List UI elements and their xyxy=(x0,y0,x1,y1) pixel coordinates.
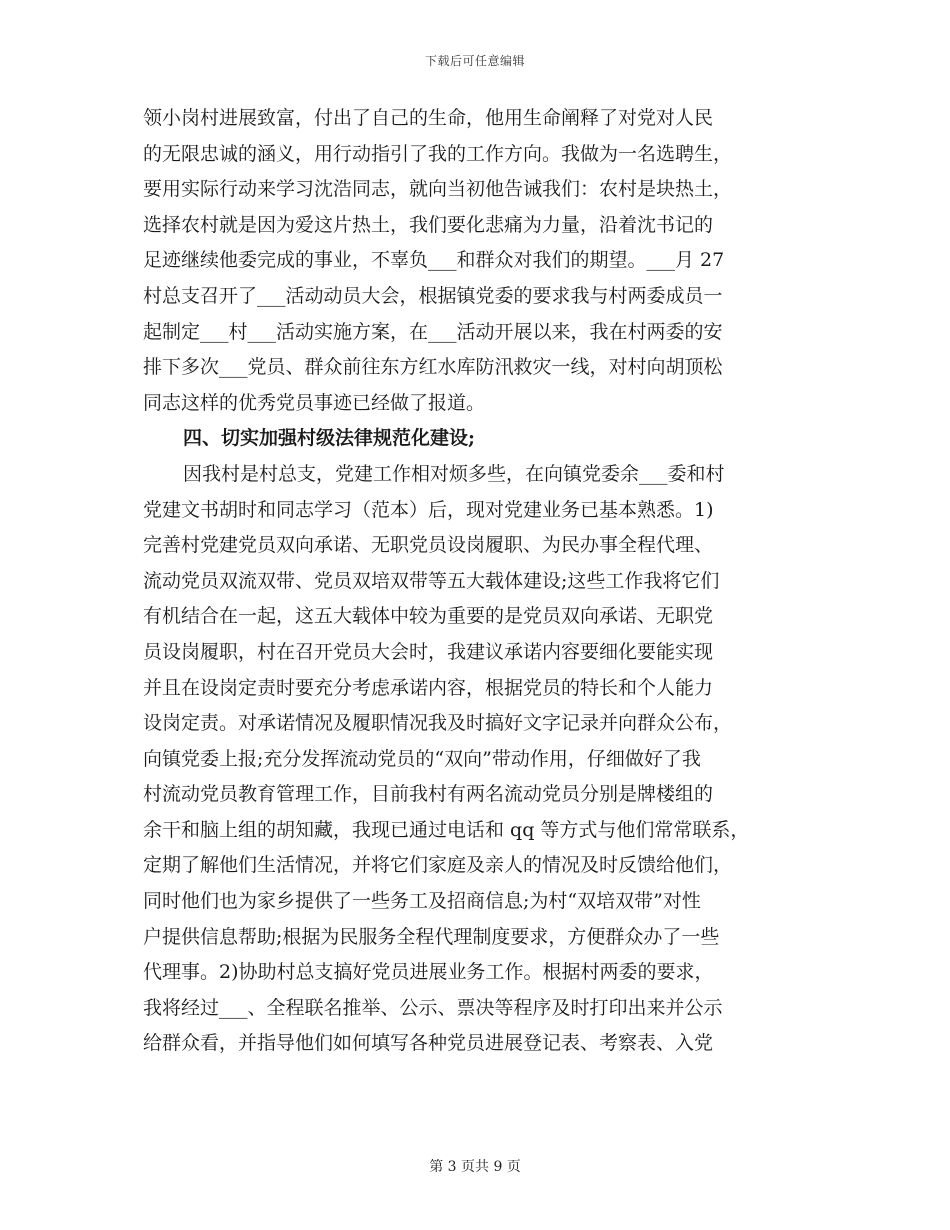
text-line: 足迹继续他委完成的事业，不辜负___和群众对我们的期望。___月 27 xyxy=(143,249,725,272)
text-line: 同志这样的优秀党员事迹已经做了报道。 xyxy=(143,391,486,414)
text-line: 给群众看，并指导他们如何填写各种党员进展登记表、考察表、入党 xyxy=(143,1032,714,1055)
section-heading: 四、切实加强村级法律规范化建设; xyxy=(183,427,476,450)
text-line: 起制定___村___活动实施方案，在___活动开展以来，我在村两委的安 xyxy=(143,320,723,343)
text-line: 员设岗履职，村在召开党员大会时，我建议承诺内容要细化要能实现 xyxy=(143,640,714,663)
text-line: 的无限忠诚的涵义，用行动指引了我的工作方向。我做为一名选聘生， xyxy=(143,142,733,165)
text-line: 同时他们也为家乡提供了一些务工及招商信息;为村“双培双带”对性 xyxy=(143,890,701,913)
text-line: 流动党员双流双带、党员双培双带等五大载体建设;这些工作我将它们 xyxy=(143,569,720,592)
text-line: 排下多次___党员、群众前往东方红水库防汛救灾一线，对村向胡顶松 xyxy=(143,356,723,379)
text-line: 领小岗村进展致富，付出了自己的生命，他用生命阐释了对党对人民 xyxy=(143,107,714,129)
text-line: 并且在设岗定责时要充分考虑承诺内容，根据党员的特长和个人能力 xyxy=(143,676,714,699)
text-line: 向镇党委上报;充分发挥流动党员的“双向”带动作用，仔细做好了我 xyxy=(143,747,701,770)
text-line: 代理事。2)协助村总支搞好党员进展业务工作。根据村两委的要求， xyxy=(143,961,714,984)
text-line: 完善村党建党员双向承诺、无职党员设岗履职、为民办事全程代理、 xyxy=(143,534,714,557)
page-number: 第 3 页共 9 页 xyxy=(429,1159,521,1175)
page-header: 下载后可任意编辑 xyxy=(424,54,525,68)
text-line: 党建文书胡时和同志学习（范本）后，现对党建业务已基本熟悉。1) xyxy=(143,498,714,521)
text-line: 有机结合在一起，这五大载体中较为重要的是党员双向承诺、无职党 xyxy=(143,605,714,628)
text-line: 要用实际行动来学习沈浩同志，就向当初他告诫我们：农村是块热土， xyxy=(143,178,733,201)
text-line: 村流动党员教育管理工作，目前我村有两名流动党员分别是牌楼组的 xyxy=(143,783,714,806)
text-line: 设岗定责。对承诺情况及履职情况我及时搞好文字记录并向群众公布， xyxy=(143,712,733,735)
paragraph-first-line: 因我村是村总支，党建工作相对烦多些，在向镇党委余___委和村 xyxy=(183,462,725,485)
text-line: 我将经过___、全程联名推举、公示、票决等程序及时打印出来并公示 xyxy=(143,996,723,1019)
text-line: 定期了解他们生活情况，并将它们家庭及亲人的情况及时反馈给他们， xyxy=(143,854,733,877)
text-line: 选择农村就是因为爱这片热土，我们要化悲痛为力量，沿着沈书记的 xyxy=(143,213,714,236)
text-line: 户提供信息帮助;根据为民服务全程代理制度要求，方便群众办了一些 xyxy=(143,925,720,948)
document-body xyxy=(143,101,815,1062)
text-line: 余干和脑上组的胡知藏，我现已通过电话和 qq 等方式与他们常常联系， xyxy=(143,818,750,841)
text-line: 村总支召开了___活动动员大会，根据镇党委的要求我与村两委成员一 xyxy=(143,284,723,307)
